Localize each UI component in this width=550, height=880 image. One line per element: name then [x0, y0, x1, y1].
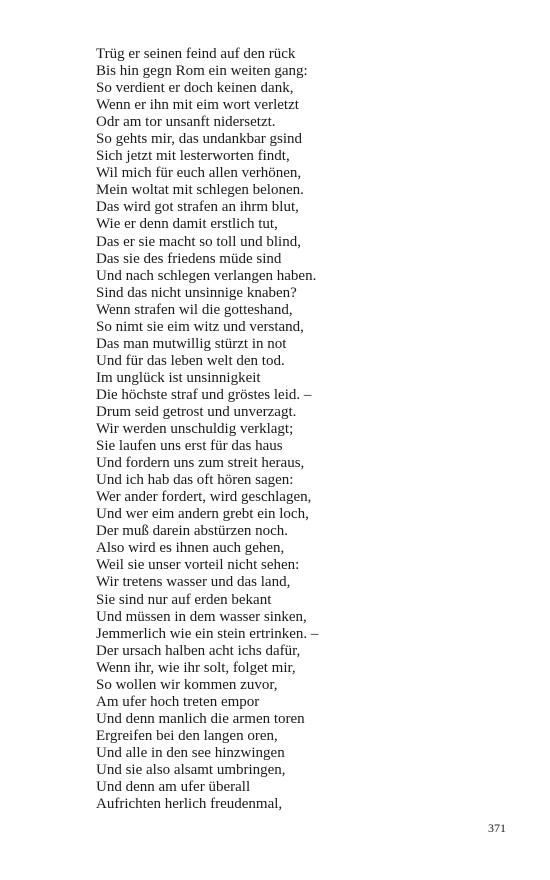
poem-line: Odr am tor unsanft nidersetzt. [96, 114, 276, 131]
poem-line: Sich jetzt mit lesterworten findt, [96, 148, 290, 165]
poem-line: Am ufer hoch treten empor [96, 693, 260, 710]
poem-line: Aufrichten herlich freudenmal, [96, 796, 283, 813]
poem-line: Und nach schlegen verlangen haben. [96, 267, 317, 284]
poem-line: Und alle in den see hinzwingen [96, 744, 285, 761]
poem-line: Und denn am ufer überall [96, 779, 251, 796]
poem-line: Das sie des friedens müde sind [96, 250, 282, 267]
poem-line: Und fordern uns zum streit heraus, [96, 455, 305, 472]
poem-line: So nimt sie eim witz und verstand, [96, 318, 304, 335]
poem-line: Wir tretens wasser und das land, [96, 574, 291, 591]
poem-line: Im unglück ist unsinnigkeit [96, 369, 261, 386]
poem-line: Und denn manlich die armen toren [96, 710, 305, 727]
poem-line: Wir werden unschuldig verklagt; [96, 421, 294, 438]
poem-line: Das wird got strafen an ihrm blut, [96, 199, 299, 216]
poem-line: So wollen wir kommen zuvor, [96, 676, 278, 693]
poem-line: Wenn ihr, wie ihr solt, folget mir, [96, 659, 296, 676]
poem-line: Sie laufen uns erst für das haus [96, 438, 283, 455]
poem-line: Und müssen in dem wasser sinken, [96, 608, 307, 625]
poem-line: Bis hin gegn Rom ein weiten gang: [96, 63, 308, 80]
poem-line: Sind das nicht unsinnige knaben? [96, 284, 297, 301]
poem-line: Wenn strafen wil die gotteshand, [96, 301, 293, 318]
poem-text [96, 46, 476, 813]
poem-line: Die höchste straf und gröstes leid. – [96, 386, 312, 403]
poem-line: Wil mich für euch allen verhönen, [96, 165, 302, 182]
poem-line: So verdient er doch keinen dank, [96, 80, 294, 97]
poem-line: Wer ander fordert, wird geschlagen, [96, 489, 312, 506]
poem-line: Und wer eim andern grebt ein loch, [96, 506, 309, 523]
poem-line: Der ursach halben acht ichs dafür, [96, 642, 301, 659]
poem-line: Ergreifen bei den langen oren, [96, 727, 278, 744]
poem-line: Drum seid getrost und unverzagt. [96, 403, 297, 420]
poem-line: So gehts mir, das undankbar gsind [96, 131, 303, 148]
poem-line: Der muß darein abstürzen noch. [96, 523, 289, 540]
poem-line: Und sie also alsamt umbringen, [96, 761, 286, 778]
poem-line: Das man mutwillig stürzt in not [96, 335, 287, 352]
poem-line: Wenn er ihn mit eim wort verletzt [96, 97, 299, 114]
poem-line: Das er sie macht so toll und blind, [96, 233, 301, 250]
page-number: 371 [488, 821, 506, 835]
poem-line: Jemmerlich wie ein stein ertrinken. – [96, 625, 319, 642]
poem-line: Wie er denn damit erstlich tut, [96, 216, 278, 233]
poem-line: Also wird es ihnen auch gehen, [96, 540, 285, 557]
poem-line: Sie sind nur auf erden bekant [96, 591, 272, 608]
poem-line: Trüg er seinen feind auf den rück [96, 46, 296, 62]
poem-line: Und ich hab das oft hören sagen: [96, 472, 294, 489]
poem-line: Und für das leben welt den tod. [96, 352, 285, 369]
poem-line: Weil sie unser vorteil nicht sehen: [96, 557, 300, 574]
poem-line: Mein woltat mit schlegen belonen. [96, 182, 304, 199]
